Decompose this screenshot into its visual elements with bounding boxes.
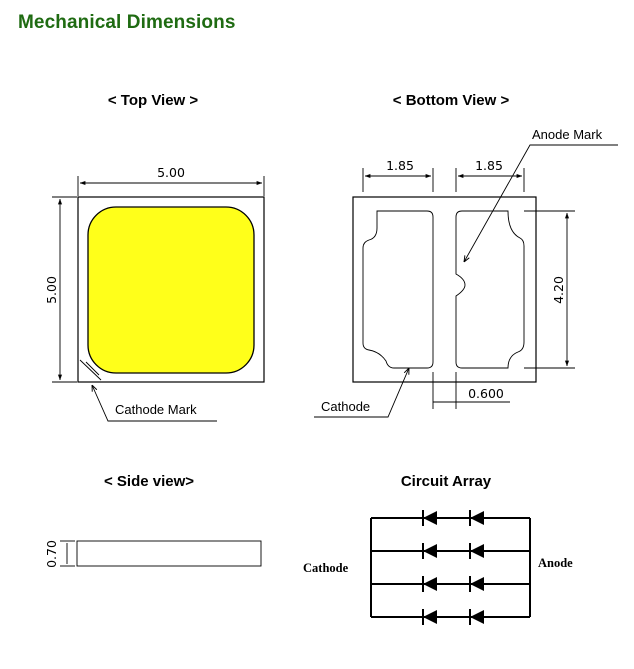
anode-mark-label: Anode Mark: [532, 127, 603, 142]
side-profile: [77, 541, 261, 566]
cathode-mark-label: Cathode Mark: [115, 402, 197, 417]
circuit-array: [303, 473, 573, 625]
side-view: [44, 473, 261, 568]
top-width-label: 5.00: [157, 165, 185, 180]
circuit-anode-label: Anode: [538, 556, 573, 570]
top-view-title: < Top View >: [107, 92, 199, 109]
anode-pad: [456, 211, 524, 368]
pad-width-left-label: 1.85: [386, 158, 414, 173]
cathode-pad: [363, 211, 433, 368]
top-view: [44, 92, 264, 421]
diode-r1-b: [470, 510, 484, 526]
diode-r3-b: [470, 576, 484, 592]
page-title: Mechanical Dimensions: [18, 12, 236, 33]
circuit-cathode-label: Cathode: [303, 561, 349, 575]
bottom-package-outline: [353, 197, 536, 382]
side-view-title: < Side view>: [103, 473, 195, 490]
diode-r2-a: [423, 543, 437, 559]
diode-r1-a: [423, 510, 437, 526]
bottom-view-title: < Bottom View >: [392, 92, 510, 109]
diode-r4-b: [470, 609, 484, 625]
circuit-title: Circuit Array: [400, 473, 492, 490]
diode-r3-a: [423, 576, 437, 592]
emitter-area: [88, 207, 254, 373]
top-height-label: 5.00: [44, 276, 59, 304]
pad-gap-label: 0.600: [468, 386, 504, 401]
pad-height-label: 4.20: [551, 276, 566, 304]
diode-r2-b: [470, 543, 484, 559]
pad-width-right-label: 1.85: [475, 158, 503, 173]
diode-r4-a: [423, 609, 437, 625]
cathode-label: Cathode: [321, 399, 371, 414]
thickness-label: 0.70: [44, 540, 59, 568]
bottom-view: [314, 92, 618, 417]
